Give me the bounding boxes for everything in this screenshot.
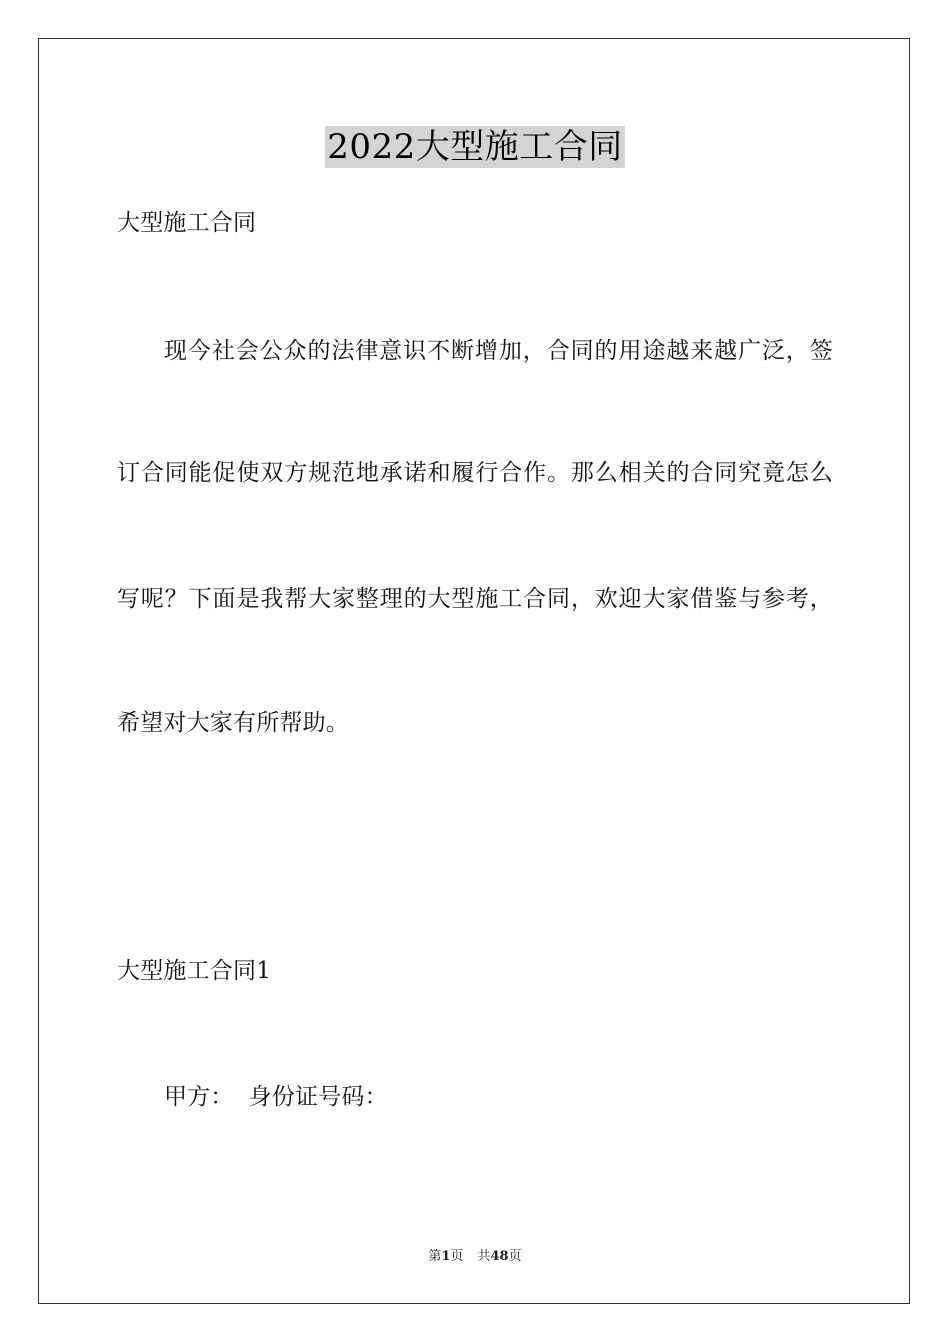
footer-total-suffix: 页	[508, 1249, 522, 1264]
document-title: 2022大型施工合同	[327, 127, 623, 167]
paragraph-line-3: 写呢？下面是我帮大家整理的大型施工合同，欢迎大家借鉴与参考，	[117, 586, 833, 612]
document-subtitle: 大型施工合同	[117, 210, 257, 236]
paragraph-line-1: 现今社会公众的法律意识不断增加，合同的用途越来越广泛，签	[164, 338, 833, 364]
party-a-line: 甲方： 身份证号码：	[164, 1084, 388, 1110]
footer-page-number: 1	[441, 1249, 451, 1264]
footer-page-prefix: 第	[428, 1249, 442, 1264]
footer-total-pages: 48	[490, 1249, 509, 1264]
paragraph-line-2: 订合同能促使双方规范地承诺和履行合作。那么相关的合同究竟怎么	[117, 460, 833, 486]
page-footer	[0, 1248, 950, 1266]
footer-page-suffix: 页	[450, 1249, 464, 1264]
section-heading: 大型施工合同1	[117, 958, 272, 984]
footer-total-prefix: 共	[477, 1249, 491, 1264]
title-container	[0, 126, 950, 168]
paragraph-line-4: 希望对大家有所帮助。	[117, 710, 349, 736]
